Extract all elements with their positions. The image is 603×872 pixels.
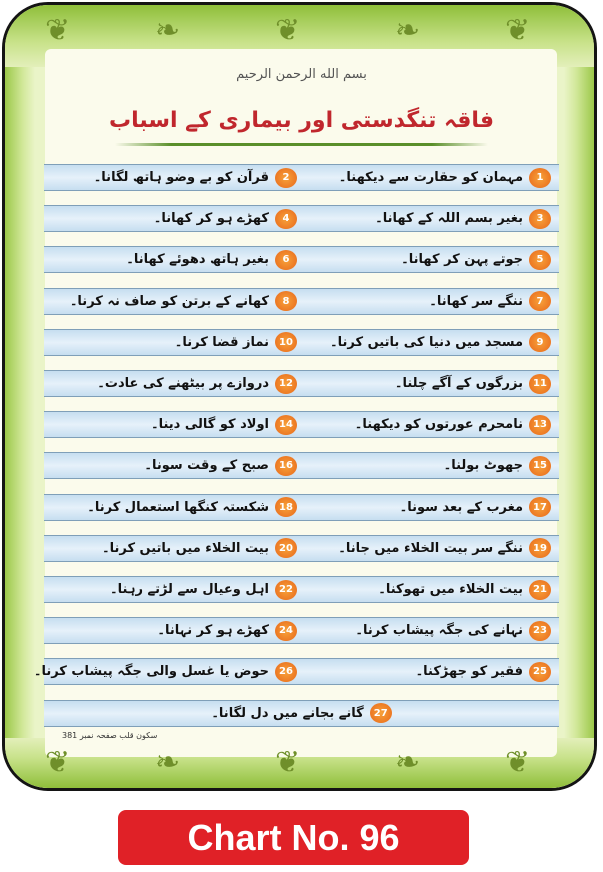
item-number-badge: 27 <box>370 703 392 723</box>
item-number-badge: 17 <box>529 497 551 517</box>
list-item <box>47 536 297 561</box>
item-number-badge: 6 <box>275 250 297 270</box>
item-text: بیت الخلاء میں تھوکنا۔ <box>378 582 523 597</box>
item-number-badge: 25 <box>529 662 551 682</box>
item-number-badge: 5 <box>529 250 551 270</box>
table-row <box>44 617 559 644</box>
table-row <box>44 288 559 315</box>
item-number-badge: 12 <box>275 374 297 394</box>
swirl-ornament-icon: ❦ <box>275 745 301 780</box>
item-number-badge: 2 <box>275 168 297 188</box>
title-divider <box>115 143 488 146</box>
content-panel <box>45 49 557 757</box>
item-number-badge: 22 <box>275 580 297 600</box>
swirl-ornament-icon: ❦ <box>505 745 531 780</box>
item-text: دروازے پر بیٹھنے کی عادت۔ <box>97 376 269 391</box>
item-number-badge: 14 <box>275 415 297 435</box>
list-item <box>47 618 297 643</box>
item-text: جوتے پہن کر کھانا۔ <box>401 252 523 268</box>
item-text: گانے بجانے میں دل لگانا۔ <box>211 705 364 721</box>
bismillah: بسم الله الرحمن الرحیم <box>236 67 367 82</box>
list-item <box>44 701 559 726</box>
swirl-ornament-icon: ❦ <box>45 13 71 48</box>
item-number-badge: 10 <box>275 332 297 352</box>
item-number-badge: 8 <box>275 291 297 311</box>
list-item <box>47 371 297 396</box>
swirl-ornament-icon: ❧ <box>395 13 421 48</box>
table-row <box>44 494 559 521</box>
item-text: مغرب کے بعد سونا۔ <box>399 499 523 515</box>
swirl-ornament-icon: ❧ <box>155 13 181 48</box>
list-item <box>47 165 297 190</box>
item-number-badge: 19 <box>529 538 551 558</box>
item-number-badge: 3 <box>529 209 551 229</box>
item-text: فقیر کو جھڑکنا۔ <box>415 664 523 680</box>
list-item <box>47 206 297 231</box>
chart-number-label: Chart No. 96 <box>118 810 469 865</box>
item-text: مسجد میں دنیا کی باتیں کرنا۔ <box>330 334 523 350</box>
swirl-ornament-icon: ❦ <box>275 13 301 48</box>
list-item <box>47 330 297 355</box>
item-text: نہانے کی جگہ پیشاب کرنا۔ <box>355 623 523 639</box>
swirl-ornament-icon: ❧ <box>155 745 181 780</box>
item-text: بغیر ہاتھ دھوئے کھانا۔ <box>126 252 269 268</box>
swirl-ornament-icon: ❦ <box>505 13 531 48</box>
table-row <box>44 700 559 727</box>
list-item <box>301 165 551 190</box>
swirl-ornament-icon: ❦ <box>45 745 71 780</box>
list-item <box>47 453 297 478</box>
item-number-badge: 16 <box>275 456 297 476</box>
list-item <box>47 495 297 520</box>
item-number-badge: 18 <box>275 497 297 517</box>
list-item <box>301 618 551 643</box>
table-row <box>44 535 559 562</box>
item-number-badge: 7 <box>529 291 551 311</box>
list-item <box>47 247 297 272</box>
item-text: کھانے کے برتن کو صاف نہ کرنا۔ <box>69 293 269 309</box>
list-item <box>47 289 297 314</box>
item-number-badge: 15 <box>529 456 551 476</box>
item-text: مہمان کو حقارت سے دیکھنا۔ <box>338 170 523 185</box>
item-text: اہل وعیال سے لڑتے رہنا۔ <box>110 582 269 597</box>
table-row <box>44 164 559 191</box>
item-text: نماز قضا کرنا۔ <box>174 334 269 350</box>
item-number-badge: 24 <box>275 621 297 641</box>
table-row <box>44 329 559 356</box>
item-number-badge: 23 <box>529 621 551 641</box>
page-title: فاقہ تنگدستی اور بیماری کے اسباب <box>108 108 495 133</box>
item-text: کھڑے ہو کر نہانا۔ <box>157 623 269 639</box>
item-number-badge: 20 <box>275 538 297 558</box>
list-item <box>33 659 297 684</box>
list-item <box>301 247 551 272</box>
list-item <box>301 412 551 437</box>
item-number-badge: 4 <box>275 209 297 229</box>
item-text: کھڑے ہو کر کھانا۔ <box>153 211 269 227</box>
item-text: ننگے سر کھانا۔ <box>429 293 523 309</box>
reference-note: سکون قلب صفحہ نمبر 381 <box>62 731 158 740</box>
item-number-badge: 21 <box>529 580 551 600</box>
item-text: جھوٹ بولنا۔ <box>443 458 523 474</box>
item-number-badge: 11 <box>529 374 551 394</box>
item-text: بزرگوں کے آگے چلنا۔ <box>394 376 523 391</box>
list-item <box>301 453 551 478</box>
item-text: حوض یا غسل والی جگہ پیشاب کرنا۔ <box>33 664 269 680</box>
list-item <box>301 577 551 602</box>
list-item <box>301 206 551 231</box>
list-item <box>301 371 551 396</box>
item-number-badge: 13 <box>529 415 551 435</box>
item-text: قرآن کو بے وضو ہاتھ لگانا۔ <box>93 170 269 185</box>
list-item <box>301 536 551 561</box>
list-item <box>301 330 551 355</box>
table-row <box>44 246 559 273</box>
item-text: ننگے سر بیت الخلاء میں جانا۔ <box>338 540 523 556</box>
table-row <box>44 452 559 479</box>
item-text: بغیر بسم اللہ کے کھانا۔ <box>375 211 523 227</box>
item-number-badge: 9 <box>529 332 551 352</box>
table-row <box>44 205 559 232</box>
table-row <box>33 658 559 685</box>
list-item <box>47 412 297 437</box>
item-text: صبح کے وقت سونا۔ <box>144 458 269 474</box>
table-row <box>44 370 559 397</box>
table-row <box>44 411 559 438</box>
item-text: بیت الخلاء میں باتیں کرنا۔ <box>101 540 269 556</box>
swirl-ornament-icon: ❧ <box>395 745 421 780</box>
item-text: شکستہ کنگھا استعمال کرنا۔ <box>87 499 269 515</box>
table-row <box>44 576 559 603</box>
item-number-badge: 1 <box>529 168 551 188</box>
list-item <box>301 289 551 314</box>
list-item <box>301 659 551 684</box>
item-text: اولاد کو گالی دینا۔ <box>150 417 269 433</box>
list-item <box>47 577 297 602</box>
item-text: نامحرم عورتوں کو دیکھنا۔ <box>354 417 523 433</box>
item-number-badge: 26 <box>275 662 297 682</box>
list-item <box>301 495 551 520</box>
